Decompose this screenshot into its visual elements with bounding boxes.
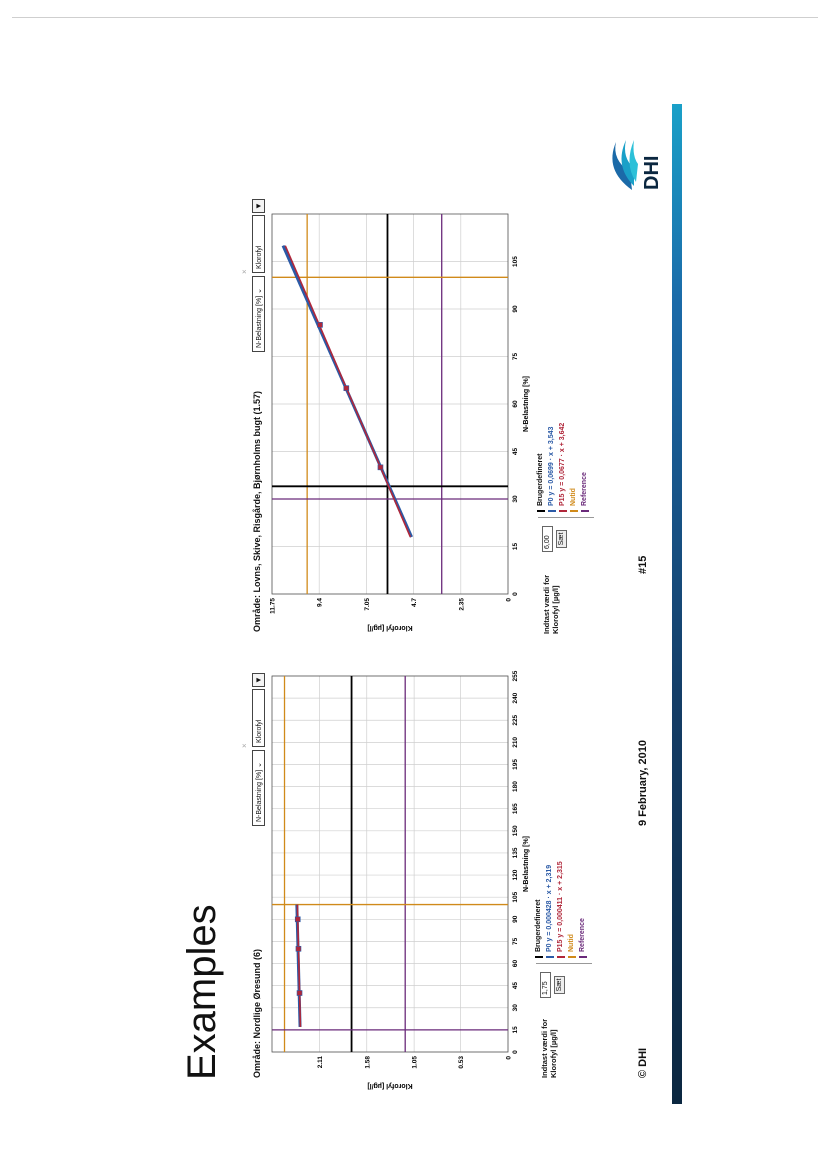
chart1-set-button[interactable]: Sæt — [554, 976, 565, 994]
legend-swatch — [537, 510, 545, 512]
legend-label: Reference — [579, 918, 586, 952]
legend-swatch — [568, 956, 576, 958]
footer-copyright: © DHI — [637, 1047, 649, 1078]
chart2-y-tick-label: 9.4 — [316, 598, 324, 608]
chart2-input-label: Indtast værdi for Klorofyl [µg/l] — [542, 574, 560, 634]
chart1-y-tick-label: 1.58 — [364, 1056, 372, 1069]
chart2-x-tick-label: 15 — [512, 542, 519, 551]
legend-label: Brugerdefineret — [535, 899, 542, 952]
chart2-x-tick-label: 105 — [512, 256, 519, 267]
legend-swatch — [557, 956, 565, 958]
chart2-plot — [266, 204, 536, 644]
chart2-title: Område: Lovns, Skive, Risgårde, Bjørnholms bugt (1.57) — [252, 390, 262, 632]
chart2-close-icon[interactable]: × — [240, 269, 249, 274]
chart1-y-tick-label: 2.11 — [316, 1056, 324, 1069]
chart1-y-tick-label: 0.53 — [458, 1056, 466, 1069]
chart1-legend — [534, 758, 594, 958]
footer-slide-number: #15 — [637, 555, 649, 574]
chart1-legend-divider — [536, 963, 592, 964]
legend-swatch — [559, 510, 567, 512]
chart2-series-p15 — [285, 246, 410, 537]
chart2-y-tick-label: 0 — [505, 598, 513, 602]
chart2-menu-button[interactable] — [252, 199, 265, 213]
chart1-plot — [266, 670, 536, 1090]
chart1-x-tick-label: 75 — [512, 937, 519, 946]
chart2-y-select[interactable]: Klorofyl — [252, 215, 265, 273]
chart1-x-tick-label: 255 — [512, 670, 519, 682]
chart1-close-icon[interactable]: × — [240, 743, 249, 748]
chart1-x-tick-label: 165 — [512, 803, 519, 815]
legend-swatch — [535, 956, 543, 958]
chart2-y-axis-label: Klorofyl [µg/l] — [367, 624, 413, 631]
legend-label: Reference — [581, 472, 588, 506]
chart1-x-tick-label: 0 — [512, 1050, 519, 1054]
chart2-x-tick-label: 30 — [512, 495, 519, 503]
legend-label: P0 y = 0,0699 · x + 3,543 — [548, 426, 555, 506]
chart1-y-axis-label: Klorofyl [µg/l] — [367, 1082, 413, 1089]
chart1-value-input[interactable]: 1,75 — [540, 972, 551, 998]
chart2-data-point — [318, 322, 323, 327]
svg-text:DHI: DHI — [641, 155, 662, 190]
legend-label: Nutid — [570, 488, 577, 506]
chart1-x-tick-label: 240 — [512, 692, 519, 704]
chart1-x-tick-label: 150 — [512, 825, 519, 837]
chart1-x-tick-label: 120 — [512, 869, 519, 881]
chevron-down-icon: ⌄ — [256, 762, 263, 768]
scan-top-rule — [12, 17, 818, 18]
chart1-x-tick-label: 60 — [512, 959, 519, 968]
brand-bar — [672, 104, 682, 1104]
chart1-menu-button[interactable] — [252, 673, 265, 687]
chart1-x-tick-label: 30 — [512, 1004, 519, 1012]
chart1-y-tick-label: 1.05 — [411, 1056, 419, 1069]
chart2-x-axis-label: N-Belastning [%] — [523, 376, 530, 432]
chart2-y-tick-label: 11.75 — [269, 598, 277, 614]
chart1-input-label: Indtast værdi for Klorofyl [µg/l] — [540, 1018, 558, 1078]
chart2-x-tick-label: 45 — [512, 447, 519, 456]
chart1-y-tick-label: 0 — [505, 1056, 513, 1060]
legend-swatch — [579, 956, 587, 958]
chart2-set-button[interactable]: Sæt — [556, 530, 567, 548]
chart1-frame — [272, 676, 508, 1052]
chart2-legend-divider — [538, 517, 594, 518]
chart1-x-tick-label: 210 — [512, 736, 519, 748]
legend-swatch — [581, 510, 589, 512]
legend-swatch — [570, 510, 578, 512]
chart1-x-tick-label: 225 — [512, 714, 519, 726]
chart1-x-tick-label: 45 — [512, 982, 519, 990]
chart1-x-axis-label: N-Belastning [%] — [523, 836, 530, 892]
triangle-down-icon: ▼ — [254, 202, 263, 210]
chart2-x-select[interactable]: N-Belastning [%] ⌄ — [252, 276, 265, 352]
chart1-x-tick-label: 135 — [512, 847, 519, 859]
legend-label: Nutid — [568, 934, 575, 952]
chart2-x-tick-label: 75 — [512, 352, 519, 361]
legend-swatch — [548, 510, 556, 512]
chart1-data-point — [297, 991, 302, 996]
legend-label: Brugerdefineret — [537, 453, 544, 506]
chart2-y-tick-label: 4.7 — [411, 598, 419, 608]
dhi-logo-wave-icon — [602, 130, 662, 200]
chart2-x-tick-label: 90 — [512, 305, 519, 313]
chart1-x-tick-label: 105 — [512, 891, 519, 903]
chart1-x-select[interactable]: N-Belastning [%] ⌄ — [252, 750, 265, 826]
legend-label: P0 y = 0,000428 · x + 2,319 — [546, 864, 553, 952]
dhi-logo — [602, 130, 662, 200]
chevron-down-icon: ⌄ — [256, 288, 263, 294]
chart2-data-point — [378, 465, 383, 470]
chart2-value-input[interactable]: 6,00 — [542, 526, 553, 552]
chart1-y-select[interactable]: Klorofyl — [252, 689, 265, 747]
footer-date: 9 February, 2010 — [637, 739, 649, 826]
chart1-x-tick-label: 195 — [512, 759, 519, 770]
chart1-title: Område: Nordlige Øresund (6) — [252, 948, 262, 1078]
legend-label: P15 y = 0,000411 · x + 2,315 — [557, 861, 564, 952]
chart2-legend — [536, 312, 596, 512]
legend-label: P15 y = 0,0677 · x + 3,642 — [559, 422, 566, 506]
chart2-x-tick-label: 60 — [512, 400, 519, 408]
chart1-x-tick-label: 15 — [512, 1026, 519, 1034]
legend-swatch — [546, 956, 554, 958]
slide-title: Examples — [180, 904, 224, 1080]
chart1-data-point — [295, 917, 300, 922]
chart1-x-tick-label: 90 — [512, 915, 519, 923]
chart2-data-point — [344, 386, 349, 391]
chart2-y-tick-label: 7.05 — [363, 598, 371, 611]
chart2-x-tick-label: 0 — [512, 592, 519, 596]
slide — [162, 104, 684, 1104]
chart2-y-tick-label: 2.35 — [458, 598, 466, 611]
chart1-x-tick-label: 180 — [512, 781, 519, 793]
chart1-data-point — [296, 946, 301, 951]
triangle-down-icon: ▼ — [254, 676, 263, 684]
